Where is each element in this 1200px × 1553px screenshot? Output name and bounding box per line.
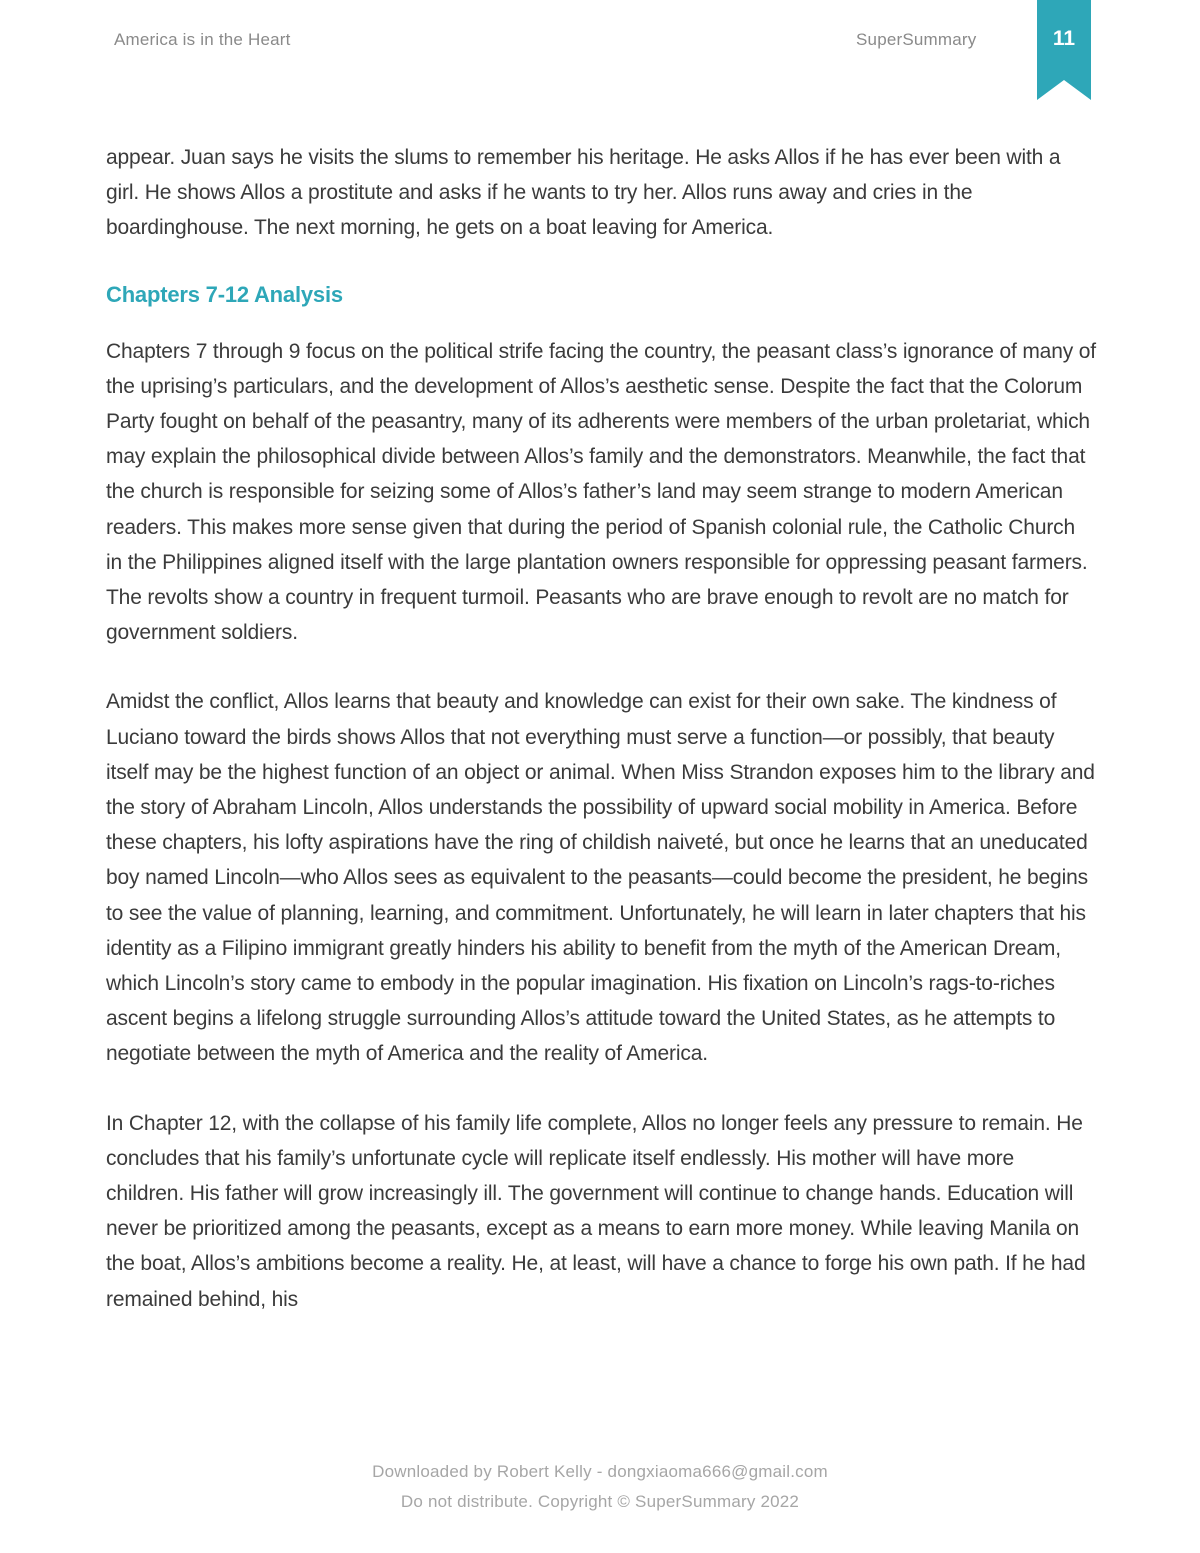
analysis-paragraph-1: Chapters 7 through 9 focus on the political strife facing the country, the peasant class’s ignorance of many of the uprising’s particulars, and the development of Allos’s aesthetic sense. Despite the fact that the Colorum Party fought on behalf of the peasantry, many of its adherents were members of the urban proletariat, which may explain the philosophical divide between Allos’s family and the demonstrators. Meanwhile, the fact that the church is responsible for seizing some of Allos’s father’s land may seem strange to modern American readers. This makes more sense given that during the period of Spanish colonial rule, the Catholic Church in the Philippines aligned itself with the large plantation owners responsible for oppressing peasant farmers. The revolts show a country in frequent turmoil. Peasants who are brave enough to revolt are no match for government soldiers.: [106, 339, 1096, 645]
analysis-paragraph-3: In Chapter 12, with the collapse of his family life complete, Allos no longer feels any pressure to remain. He concludes that his family’s unfortunate cycle will replicate itself endlessly. His mother will have more children. His father will grow increasingly ill. The government will continue to change hands. Education will never be prioritized among the peasants, except as a means to earn more money. While leaving Manila on the boat, Allos’s ambitions become a reality. He, at least, will have a chance to forge his own path. If he had remained behind, his: [106, 1111, 1086, 1311]
page-number: 11: [1052, 27, 1076, 50]
copyright-notice: Do not distribute. Copyright © SuperSummary 2022: [400, 1492, 800, 1511]
page-number-ribbon: [1037, 0, 1091, 100]
intro-paragraph: appear. Juan says he visits the slums to remember his heritage. He asks Allos if he has ever been with a girl. He shows Allos a prostitute and asks if he wants to try her. Allos runs away and cries in the boardinghouse. The next morning, he gets on a boat leaving for America.: [106, 146, 1061, 240]
download-notice: Downloaded by Robert Kelly - dongxiaoma666@gmail.com: [372, 1462, 828, 1481]
section-heading: Chapters 7-12 Analysis: [106, 281, 343, 307]
page-content: [106, 140, 1096, 1317]
analysis-paragraph-2: Amidst the conflict, Allos learns that beauty and knowledge can exist for their own sake. The kindness of Luciano toward the birds shows Allos that not everything must serve a function—or possibly, that beauty itself may be the highest function of an object or animal. When Miss Strandon exposes him to the library and the story of Abraham Lincoln, Allos understands the possibility of upward social mobility in America. Before these chapters, his lofty aspirations have the ring of childish naiveté, but once he learns that an uneducated boy named Lincoln—who Allos sees as equivalent to the peasants—could become the president, he begins to see the value of planning, learning, and commitment. Unfortunately, he will learn in later chapters that his identity as a Filipino immigrant greatly hinders his ability to benefit from the myth of the American Dream, which Lincoln’s story came to embody in the popular imagination. His fixation on Lincoln’s rags-to-riches ascent begins a lifelong struggle surrounding Allos’s attitude toward the United States, as he attempts to negotiate between the myth of America and the reality of America.: [106, 690, 1095, 1066]
brand-name: SuperSummary: [856, 30, 977, 49]
book-title: America is in the Heart: [114, 30, 291, 49]
